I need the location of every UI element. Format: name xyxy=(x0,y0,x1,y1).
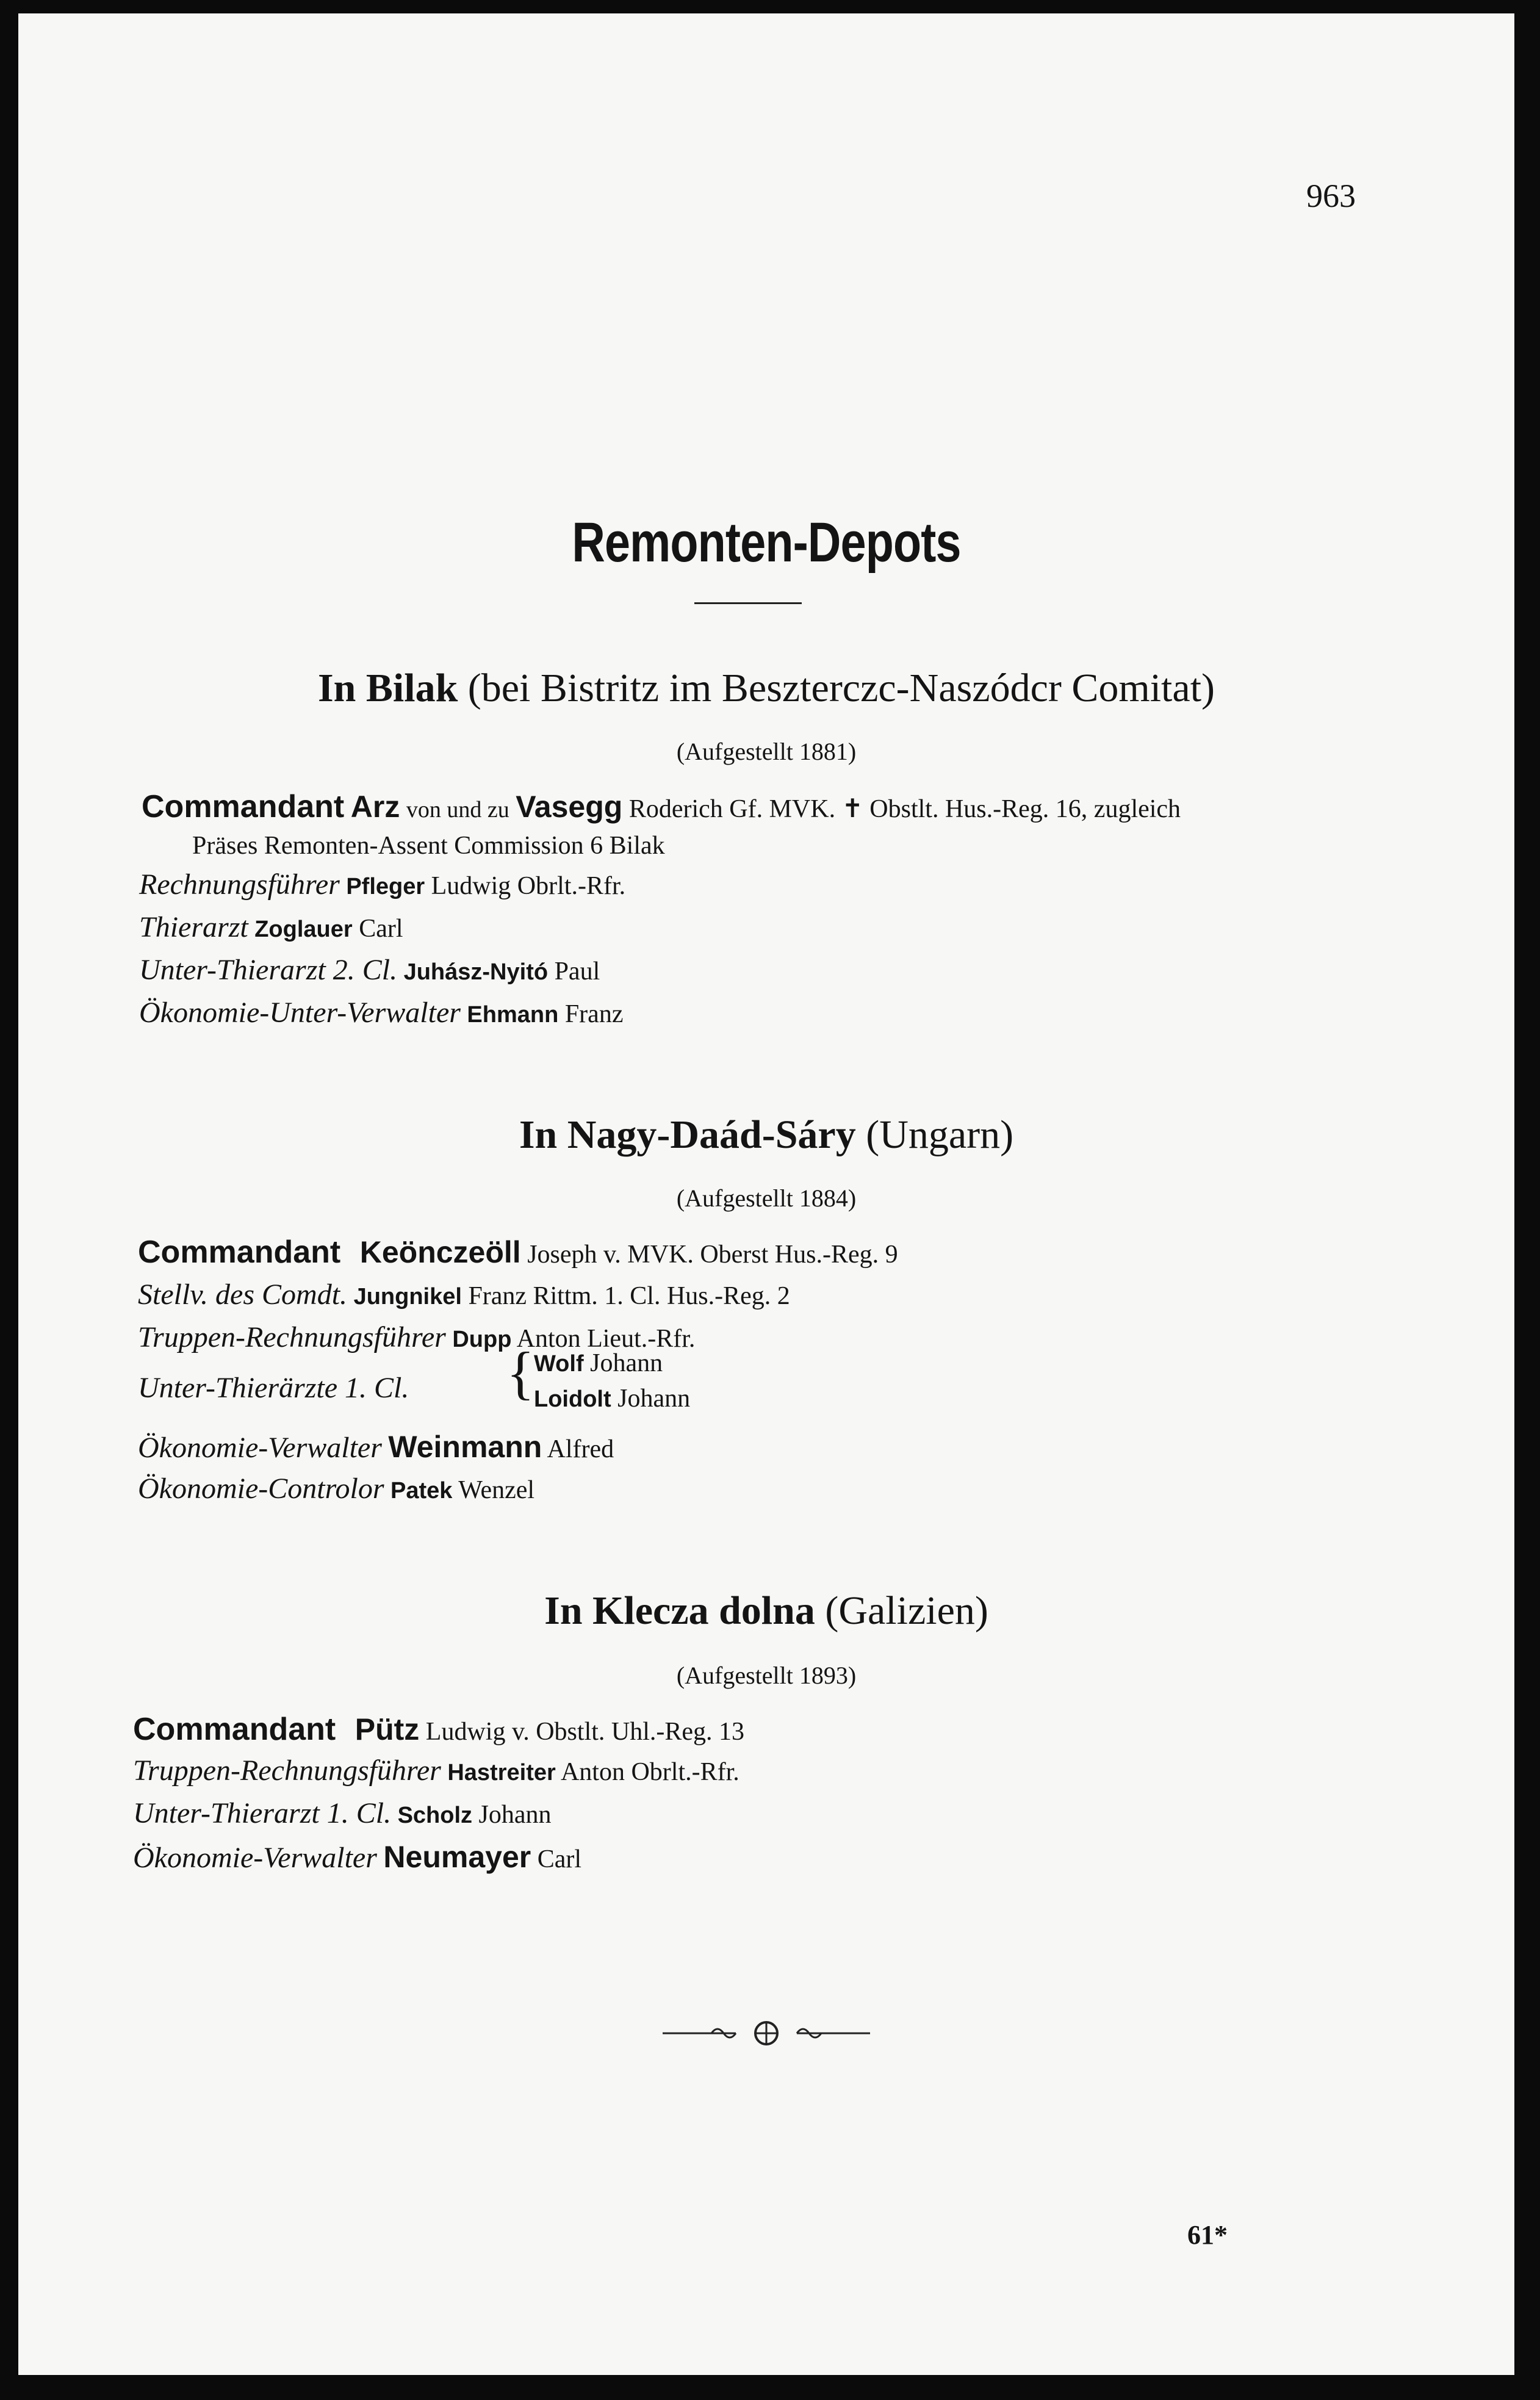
section-founded: (Aufgestellt 1881) xyxy=(676,738,857,765)
staff-name: Hastreiter xyxy=(447,1760,556,1786)
staff-name: Dupp xyxy=(452,1327,512,1352)
staff-role: Ökonomie-Unter-Verwalter xyxy=(139,996,461,1029)
ornament-divider xyxy=(18,2018,1514,2052)
cross-icon: ✝ xyxy=(841,795,863,823)
commandant-label: Commandant xyxy=(142,789,345,824)
staff-role: Ökonomie-Verwalter xyxy=(138,1432,382,1464)
ornament-icon xyxy=(663,2018,870,2049)
staff-line xyxy=(139,910,403,944)
staff-line xyxy=(138,1278,790,1311)
member-rest: Johann xyxy=(617,1385,691,1413)
group-member xyxy=(534,1384,690,1413)
commandant-detail: Roderich Gf. MVK. xyxy=(628,795,842,823)
staff-role: Unter-Thierarzt 2. Cl. xyxy=(139,954,398,986)
page-title: Remonten-Depots xyxy=(572,511,961,574)
title-rule xyxy=(694,602,802,604)
section-place-suffix: (bei Bistritz im Beszterczc-Naszódcr Comitat) xyxy=(467,666,1215,710)
section-heading-nagy-daad-sary xyxy=(18,1112,1514,1158)
staff-name: Weinmann xyxy=(388,1430,542,1464)
staff-role: Rechnungsführer xyxy=(139,868,340,901)
commandant-continuation: Präses Remonten-Assent Commission 6 Bilak xyxy=(192,832,665,860)
staff-name: Pfleger xyxy=(346,874,425,899)
staff-name: Zoglauer xyxy=(254,917,353,942)
staff-rest: Franz xyxy=(564,1000,624,1028)
commandant-prefix: von und zu xyxy=(406,797,509,823)
staff-name: Patek xyxy=(390,1478,453,1504)
staff-rest: Carl xyxy=(537,1845,582,1873)
staff-name: Juhász-Nyitó xyxy=(403,959,549,985)
section-founded: (Aufgestellt 1893) xyxy=(676,1662,857,1689)
staff-role: Ökonomie-Controlor xyxy=(138,1472,384,1505)
commandant-line xyxy=(142,788,1181,825)
commandant-detail2: Obstlt. Hus.-Reg. 16, zugleich xyxy=(869,795,1181,823)
commandant-label: Commandant xyxy=(138,1234,341,1270)
staff-role: Unter-Thierarzt 1. Cl. xyxy=(133,1797,392,1829)
document-page xyxy=(18,13,1514,2375)
section-heading-klecza-dolna xyxy=(18,1588,1514,1634)
staff-name: Neumayer xyxy=(383,1840,531,1874)
member-rest: Johann xyxy=(590,1349,663,1377)
staff-line xyxy=(139,996,623,1029)
commandant-line xyxy=(138,1234,898,1270)
staff-role: Truppen-Rechnungsführer xyxy=(138,1321,446,1353)
staff-rest: Anton Lieut.-Rfr. xyxy=(516,1325,696,1353)
staff-line xyxy=(133,1839,581,1875)
staff-line xyxy=(138,1472,534,1505)
staff-line xyxy=(133,1796,552,1830)
section-place: In Bilak xyxy=(317,666,458,710)
staff-line xyxy=(138,1429,614,1465)
staff-rest: Anton Obrlt.-Rfr. xyxy=(560,1758,739,1786)
commandant-line xyxy=(133,1711,744,1748)
section-heading-bilak xyxy=(18,665,1514,712)
commandant-surname: Arz xyxy=(350,790,400,824)
commandant-surname2: Vasegg xyxy=(516,790,623,824)
commandant-detail: Ludwig v. Obstlt. Uhl.-Reg. 13 xyxy=(425,1718,745,1746)
section-place-suffix: (Ungarn) xyxy=(866,1112,1014,1157)
commandant-label: Commandant xyxy=(133,1712,336,1747)
commandant-surname: Keönczeöll xyxy=(359,1235,521,1269)
staff-role: Stellv. des Comdt. xyxy=(138,1278,348,1311)
group-role: Unter-Thierärzte 1. Cl. xyxy=(138,1372,409,1404)
section-founded: (Aufgestellt 1884) xyxy=(676,1184,857,1212)
footer-signature: 61* xyxy=(1187,2220,1228,2250)
staff-rest: Wenzel xyxy=(458,1476,535,1504)
page-number: 963 xyxy=(1306,178,1356,214)
staff-line xyxy=(139,953,600,987)
staff-rest: Johann xyxy=(478,1801,552,1829)
member-name: Wolf xyxy=(534,1351,584,1377)
member-name: Loidolt xyxy=(534,1386,611,1412)
brace-icon: { xyxy=(506,1340,535,1405)
commandant-detail: Joseph v. MVK. Oberst Hus.-Reg. 9 xyxy=(527,1241,898,1269)
section-place: In Nagy-Daád-Sáry xyxy=(519,1112,856,1157)
staff-role: Ökonomie-Verwalter xyxy=(133,1842,377,1874)
staff-role: Thierarzt xyxy=(139,911,248,943)
staff-line xyxy=(133,1754,739,1787)
group-member xyxy=(534,1349,663,1378)
staff-name: Jungnikel xyxy=(353,1284,462,1310)
staff-rest: Paul xyxy=(554,957,600,986)
staff-rest: Ludwig Obrlt.-Rfr. xyxy=(431,872,626,900)
staff-name: Ehmann xyxy=(467,1002,559,1028)
staff-name: Scholz xyxy=(397,1803,473,1828)
staff-rest: Franz Rittm. 1. Cl. Hus.-Reg. 2 xyxy=(468,1282,790,1310)
staff-rest: Alfred xyxy=(547,1435,614,1463)
staff-role: Truppen-Rechnungsführer xyxy=(133,1754,441,1787)
staff-rest: Carl xyxy=(359,915,403,943)
section-place: In Klecza dolna xyxy=(544,1588,815,1633)
commandant-surname: Pütz xyxy=(354,1712,420,1746)
staff-line xyxy=(139,868,625,901)
section-place-suffix: (Galizien) xyxy=(825,1588,988,1633)
